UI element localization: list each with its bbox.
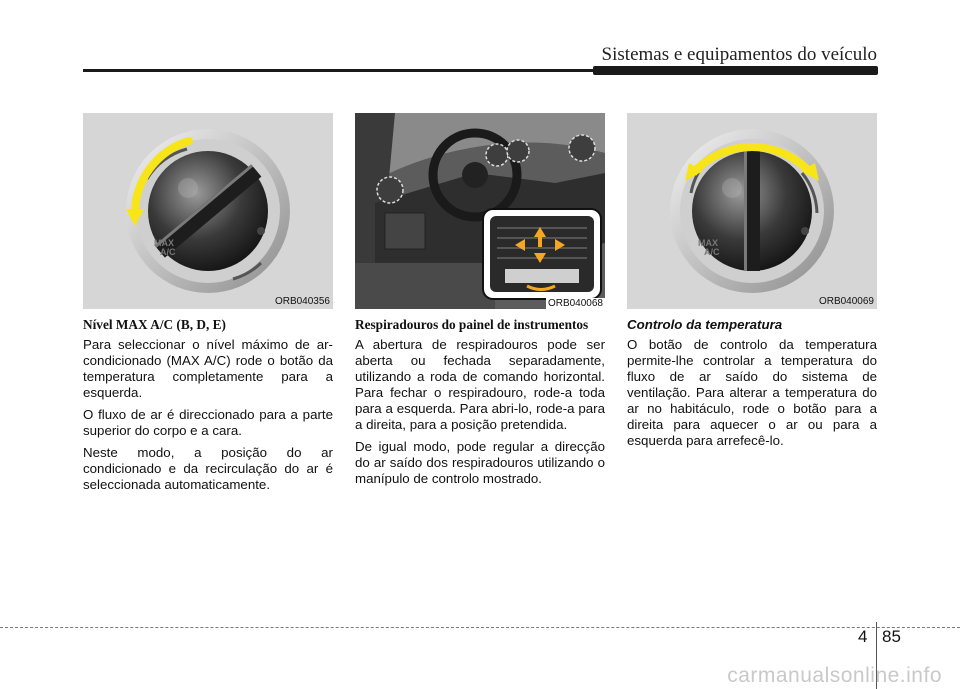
paragraph: Neste modo, a posição do ar condicionado e da recirculação do ar é seleccionada automaticamente.	[83, 445, 333, 492]
svg-text:A/C: A/C	[704, 247, 720, 257]
column-vents	[355, 317, 605, 493]
figure-code: ORB040356	[274, 296, 330, 307]
chapter-number: 4	[858, 627, 868, 646]
paragraph: De igual modo, pode regular a direcção do ar saído dos respiradouros utilizando o manípulo de controlo mostrado.	[355, 439, 605, 486]
knob-temperature-illustration	[627, 113, 877, 309]
header-rule	[83, 69, 878, 72]
watermark: carmanualsonline.info	[727, 664, 942, 687]
page-number: 85	[882, 627, 901, 646]
paragraph: Para seleccionar o nível máximo de ar-condicionado (MAX A/C) rode o botão da temperatura completamente para a esquerda.	[83, 337, 333, 400]
figure-code: ORB040068	[547, 298, 603, 309]
column-max-ac	[83, 317, 333, 499]
figure-max-ac-knob	[83, 113, 333, 309]
dashboard-illustration	[355, 113, 605, 309]
heading-max-ac: Nível MAX A/C (B, D, E)	[83, 317, 226, 332]
figure-dashboard-vents	[355, 113, 605, 309]
section-title: Sistemas e equipamentos do veículo	[601, 44, 877, 65]
svg-text:A/C: A/C	[160, 247, 176, 257]
footer-rule	[0, 627, 960, 628]
max-ac-label: MAX	[154, 238, 174, 248]
figure-code: ORB040069	[818, 296, 874, 307]
heading-vents: Respiradouros do painel de instrumentos	[355, 317, 589, 332]
paragraph: O fluxo de ar é direccionado para a parte superior do corpo e a cara.	[83, 407, 333, 438]
heading-temperature: Controlo da temperatura	[627, 317, 783, 332]
column-temperature	[627, 317, 877, 455]
paragraph: O botão de controlo da temperatura permite-lhe controlar a temperatura do fluxo de ar saído do sistema de ventilação. Para alterar a temperatura do ar no habitáculo, rode o botão para a direita para aquecer o ar ou para a esquerda para arrefecê-lo.	[627, 337, 877, 448]
knob-left-illustration	[83, 113, 333, 309]
max-ac-label: MAX	[698, 238, 718, 248]
figure-temperature-knob	[627, 113, 877, 309]
paragraph: A abertura de respiradouros pode ser aberta ou fechada separadamente, utilizando a roda de comando horizontal. Para fechar o respiradouro, rode-a toda para a esquerda. Para abri-lo, rode-a para a direita, para a posição pretendida.	[355, 337, 605, 432]
